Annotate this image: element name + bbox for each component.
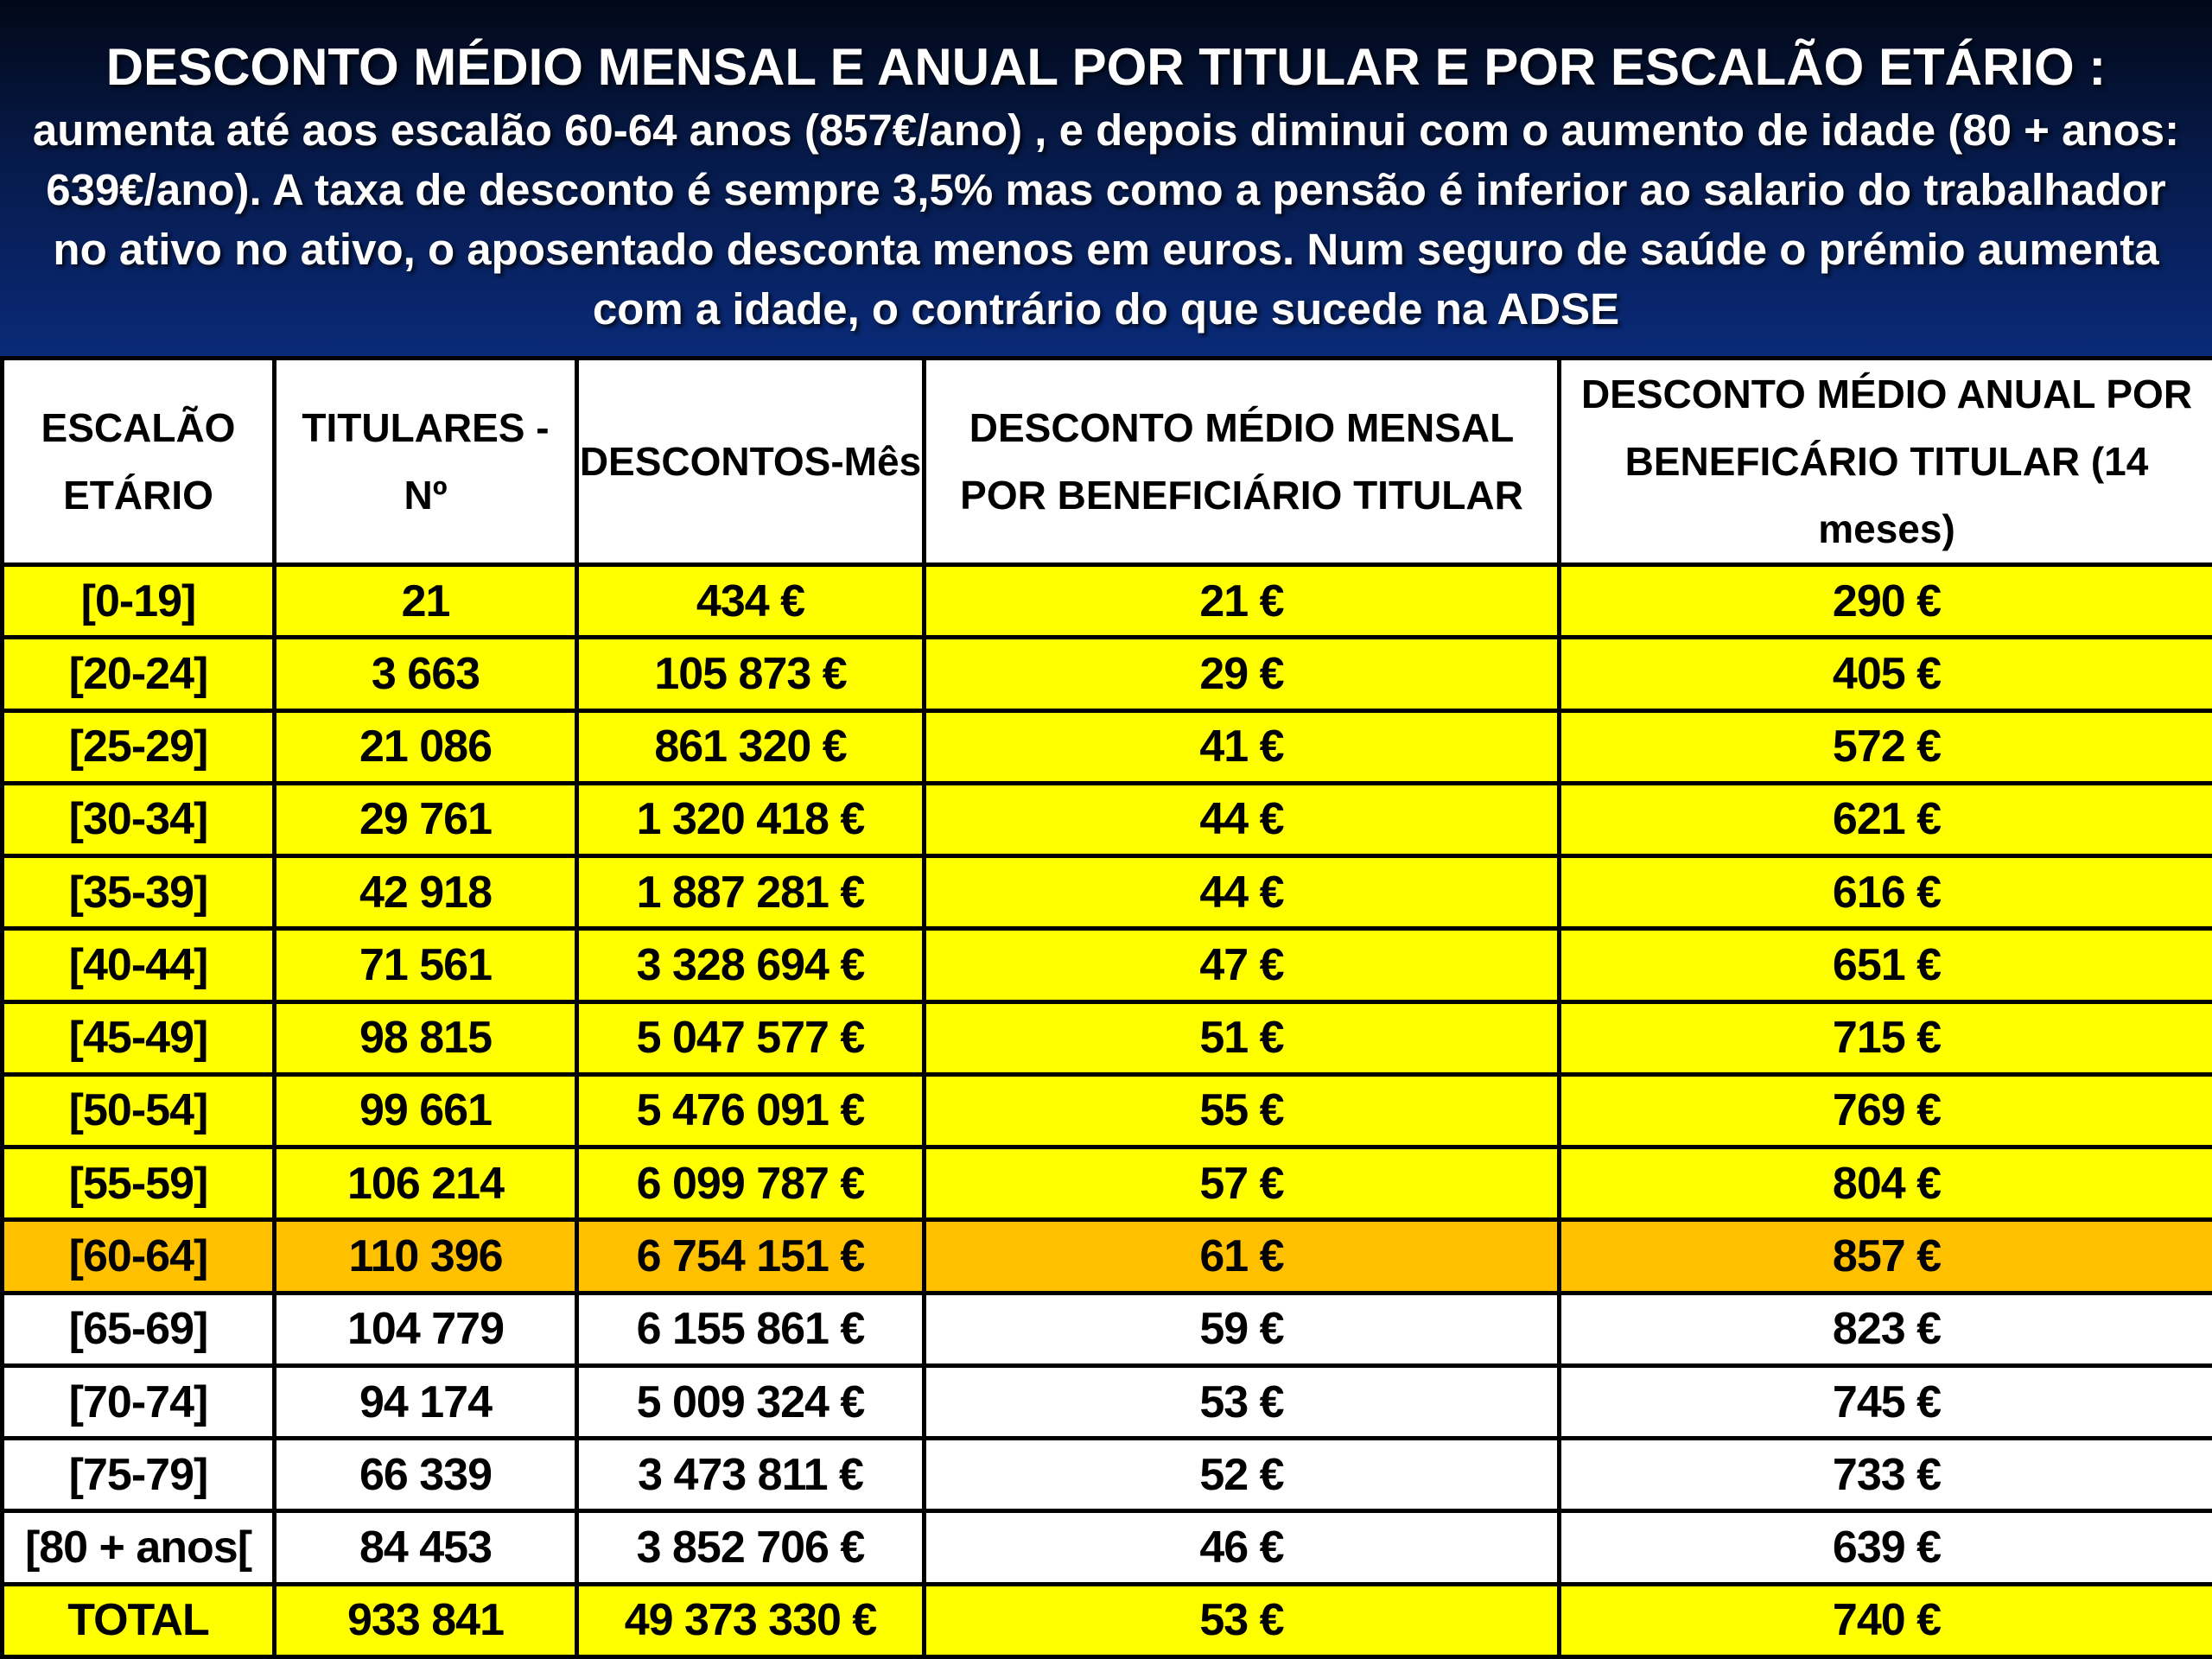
table-row xyxy=(3,856,2212,929)
cell-descontos: 861 320 € xyxy=(577,710,925,783)
table-row xyxy=(3,1365,2212,1438)
cell-titulares: 29 761 xyxy=(275,783,577,855)
table-header-row xyxy=(3,359,2212,565)
table-row xyxy=(3,1293,2212,1365)
cell-escalao: [55-59] xyxy=(3,1147,275,1220)
cell-total-anual: 740 € xyxy=(1560,1584,2212,1656)
col-header-descontos: DESCONTOS-Mês xyxy=(577,359,925,565)
table-row xyxy=(3,1001,2212,1074)
cell-total-mensal: 53 € xyxy=(925,1584,1560,1656)
cell-descontos: 434 € xyxy=(577,565,925,638)
cell-mensal: 44 € xyxy=(925,856,1560,929)
cell-mensal: 29 € xyxy=(925,638,1560,710)
cell-escalao: [30-34] xyxy=(3,783,275,855)
cell-titulares: 66 339 xyxy=(275,1439,577,1511)
cell-escalao: [70-74] xyxy=(3,1365,275,1438)
table-row xyxy=(3,638,2212,710)
table-row xyxy=(3,1147,2212,1220)
table-total-row xyxy=(3,1584,2212,1656)
table-row xyxy=(3,929,2212,1001)
cell-total-label: TOTAL xyxy=(3,1584,275,1656)
cell-anual: 715 € xyxy=(1560,1001,2212,1074)
table-row-highlight xyxy=(3,1220,2212,1293)
cell-escalao: [75-79] xyxy=(3,1439,275,1511)
cell-descontos: 5 476 091 € xyxy=(577,1074,925,1147)
cell-anual: 405 € xyxy=(1560,638,2212,710)
cell-mensal: 57 € xyxy=(925,1147,1560,1220)
cell-total-titulares: 933 841 xyxy=(275,1584,577,1656)
cell-mensal: 59 € xyxy=(925,1293,1560,1365)
table-row xyxy=(3,1511,2212,1584)
cell-descontos: 3 852 706 € xyxy=(577,1511,925,1584)
cell-anual: 769 € xyxy=(1560,1074,2212,1147)
cell-escalao: [80 + anos[ xyxy=(3,1511,275,1584)
cell-titulares: 94 174 xyxy=(275,1365,577,1438)
cell-descontos: 1 320 418 € xyxy=(577,783,925,855)
cell-escalao: [45-49] xyxy=(3,1001,275,1074)
cell-titulares: 99 661 xyxy=(275,1074,577,1147)
cell-descontos: 1 887 281 € xyxy=(577,856,925,929)
cell-titulares: 104 779 xyxy=(275,1293,577,1365)
cell-anual: 733 € xyxy=(1560,1439,2212,1511)
cell-anual: 857 € xyxy=(1560,1220,2212,1293)
col-header-escalao: ESCALÃO ETÁRIO xyxy=(3,359,275,565)
cell-anual: 823 € xyxy=(1560,1293,2212,1365)
cell-mensal: 46 € xyxy=(925,1511,1560,1584)
discount-table xyxy=(0,356,2212,1659)
cell-descontos: 5 047 577 € xyxy=(577,1001,925,1074)
slide-header xyxy=(0,0,2212,356)
col-header-anual: DESCONTO MÉDIO ANUAL POR BENEFICÁRIO TITULAR (14 meses) xyxy=(1560,359,2212,565)
cell-anual: 639 € xyxy=(1560,1511,2212,1584)
cell-anual: 572 € xyxy=(1560,710,2212,783)
cell-titulares: 21 086 xyxy=(275,710,577,783)
cell-titulares: 110 396 xyxy=(275,1220,577,1293)
cell-total-descontos: 49 373 330 € xyxy=(577,1584,925,1656)
table-row xyxy=(3,565,2212,638)
cell-titulares: 71 561 xyxy=(275,929,577,1001)
cell-descontos: 6 099 787 € xyxy=(577,1147,925,1220)
cell-escalao: [50-54] xyxy=(3,1074,275,1147)
cell-titulares: 106 214 xyxy=(275,1147,577,1220)
cell-escalao: [60-64] xyxy=(3,1220,275,1293)
cell-descontos: 6 754 151 € xyxy=(577,1220,925,1293)
cell-escalao: [25-29] xyxy=(3,710,275,783)
cell-anual: 745 € xyxy=(1560,1365,2212,1438)
cell-descontos: 3 473 811 € xyxy=(577,1439,925,1511)
cell-titulares: 84 453 xyxy=(275,1511,577,1584)
cell-descontos: 3 328 694 € xyxy=(577,929,925,1001)
cell-mensal: 47 € xyxy=(925,929,1560,1001)
cell-mensal: 52 € xyxy=(925,1439,1560,1511)
cell-mensal: 55 € xyxy=(925,1074,1560,1147)
cell-anual: 290 € xyxy=(1560,565,2212,638)
col-header-titulares: TITULARES - Nº xyxy=(275,359,577,565)
cell-anual: 804 € xyxy=(1560,1147,2212,1220)
cell-mensal: 41 € xyxy=(925,710,1560,783)
cell-mensal: 51 € xyxy=(925,1001,1560,1074)
cell-titulares: 98 815 xyxy=(275,1001,577,1074)
slide-title: DESCONTO MÉDIO MENSAL E ANUAL POR TITULAR E POR ESCALÃO ETÁRIO : xyxy=(105,38,2107,96)
cell-anual: 651 € xyxy=(1560,929,2212,1001)
cell-titulares: 3 663 xyxy=(275,638,577,710)
cell-descontos: 6 155 861 € xyxy=(577,1293,925,1365)
cell-titulares: 21 xyxy=(275,565,577,638)
cell-escalao: [0-19] xyxy=(3,565,275,638)
cell-mensal: 53 € xyxy=(925,1365,1560,1438)
cell-descontos: 105 873 € xyxy=(577,638,925,710)
cell-anual: 621 € xyxy=(1560,783,2212,855)
cell-mensal: 44 € xyxy=(925,783,1560,855)
cell-escalao: [65-69] xyxy=(3,1293,275,1365)
cell-escalao: [40-44] xyxy=(3,929,275,1001)
table-row xyxy=(3,1074,2212,1147)
cell-mensal: 21 € xyxy=(925,565,1560,638)
cell-titulares: 42 918 xyxy=(275,856,577,929)
slide-subtitle: aumenta até aos escalão 60-64 anos (857€/ano) , e depois diminui com o aumento de idade (80 + anos: 639€/ano). A taxa de desconto é sempre 3,5% mas como a pensão é inferior ao salario do trabalhador no ativo no ativo, o aposentado desconta menos em euros. Num seguro de saúde o prémio aumenta com a idade, o contrário do que sucede na ADSE xyxy=(32,105,2180,334)
cell-descontos: 5 009 324 € xyxy=(577,1365,925,1438)
cell-escalao: [20-24] xyxy=(3,638,275,710)
table-row xyxy=(3,783,2212,855)
col-header-mensal: DESCONTO MÉDIO MENSAL POR BENEFICIÁRIO TITULAR xyxy=(925,359,1560,565)
cell-anual: 616 € xyxy=(1560,856,2212,929)
table-row xyxy=(3,710,2212,783)
table-row xyxy=(3,1439,2212,1511)
cell-mensal: 61 € xyxy=(925,1220,1560,1293)
cell-escalao: [35-39] xyxy=(3,856,275,929)
